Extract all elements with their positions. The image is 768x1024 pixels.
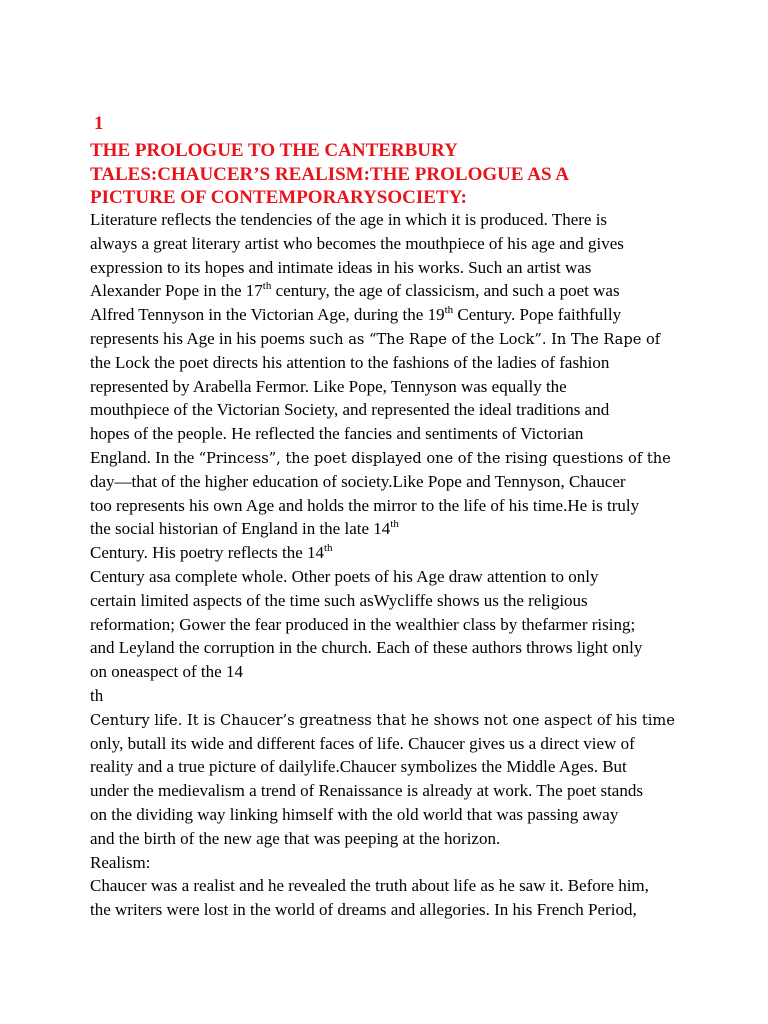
text-span: Century. His poetry reflects the 14 [90, 543, 324, 563]
superscript: th [390, 518, 399, 531]
superscript: th [324, 542, 333, 555]
superscript: th [444, 304, 454, 317]
text-span: hopes of the people. He reflected the fancies and sentiments of Victorian [90, 424, 584, 444]
text-line [90, 708, 730, 732]
text-line [90, 874, 730, 898]
text-span: expression to its hopes and intimate ideas in his works. Such an artist was [90, 257, 592, 277]
text-span: represents his Age in his poems [90, 328, 310, 348]
text-span: century, the age of classicism, and such a poet was [271, 281, 620, 301]
text-span: Alfred Tennyson in the Victorian Age, during the 19 [90, 305, 445, 325]
text-line [90, 470, 730, 494]
section-heading-realism: Realism: [90, 852, 151, 872]
superscript: th [262, 280, 272, 293]
text-line [90, 898, 730, 922]
text-line [90, 613, 730, 637]
text-line [90, 351, 730, 375]
text-span: certain limited aspects of the time such asWycliffe shows us the religious [90, 590, 588, 610]
text-span: the writers were lost in the world of dreams and allegories. In his French Period, [90, 900, 637, 920]
text-line [90, 732, 730, 756]
text-span: “Princess”, the poet displayed one of the rising questions of the [198, 449, 671, 467]
text-line [90, 827, 730, 851]
text-span: day—that of the higher education of society.Like Pope and Tennyson, Chaucer [90, 471, 626, 491]
text-span: reformation; Gower the fear produced in the wealthier class by thefarmer rising; [90, 614, 636, 634]
text-line [90, 589, 730, 613]
text-line [90, 446, 730, 470]
text-line [90, 803, 730, 827]
text-line [90, 256, 730, 280]
text-span: the social historian of England in the late 14 [90, 519, 391, 539]
text-span: Chaucer was a realist and he revealed the truth about life as he saw it. Before him, [90, 876, 649, 896]
text-line [90, 660, 730, 684]
text-line [90, 303, 730, 327]
text-span: always a great literary artist who becomes the mouthpiece of his age and gives [90, 233, 624, 253]
text-line [90, 422, 730, 446]
text-line [90, 636, 730, 660]
text-line [90, 398, 730, 422]
text-line [90, 541, 730, 565]
text-line [90, 279, 730, 303]
text-span: the Lock the poet directs his attention to the fashions of the ladies of fashion [90, 352, 610, 372]
text-line [90, 494, 730, 518]
text-span: th [90, 685, 104, 705]
text-span: Century asa complete whole. Other poets of his Age draw attention to only [90, 566, 599, 586]
text-line [90, 851, 730, 875]
text-line [90, 208, 730, 232]
text-span: and the birth of the new age that was peeping at the horizon. [90, 828, 501, 848]
text-span: under the medievalism a trend of Renaissance is already at work. The poet stands [90, 781, 643, 801]
text-line [90, 565, 730, 589]
text-span: only, butall its wide and different faces of life. Chaucer gives us a direct view of [90, 733, 635, 753]
text-span: mouthpiece of the Victorian Society, and represented the ideal traditions and [90, 400, 610, 420]
text-line [90, 232, 730, 256]
text-span: Century. Pope faithfully [453, 305, 622, 325]
body-text [90, 208, 730, 922]
text-line [90, 755, 730, 779]
document-heading [90, 139, 730, 210]
heading-line: PICTURE OF CONTEMPORARYSOCIETY: [90, 187, 467, 208]
text-span: Century life. It is Chaucer’s greatness that he shows not one aspect of his time [90, 711, 675, 729]
text-line [90, 779, 730, 803]
text-span: Alexander Pope in the 17 [90, 281, 263, 301]
heading-line: TALES:CHAUCER’S REALISM:THE PROLOGUE AS A [90, 163, 569, 185]
heading-line: THE PROLOGUE TO THE CANTERBURY [90, 140, 458, 161]
text-line [90, 327, 730, 351]
text-line [90, 375, 730, 399]
text-line [90, 684, 730, 708]
text-span: such as “The Rape of the Lock”. In The Rape of [309, 330, 661, 348]
text-span: represented by Arabella Fermor. Like Pope, Tennyson was equally the [90, 376, 567, 396]
text-span: on oneaspect of the 14 [90, 662, 243, 682]
text-span: on the dividing way linking himself with the old world that was passing away [90, 804, 619, 824]
text-span: England. In the [90, 447, 199, 467]
text-span: reality and a true picture of dailylife.Chaucer symbolizes the Middle Ages. But [90, 757, 627, 777]
text-line [90, 517, 730, 541]
page-number: 1 [94, 113, 104, 134]
text-span: Literature reflects the tendencies of the age in which it is produced. There is [90, 210, 608, 229]
text-span: and Leyland the corruption in the church. Each of these authors throws light only [90, 638, 643, 658]
text-span: too represents his own Age and holds the mirror to the life of his time.He is truly [90, 495, 640, 515]
